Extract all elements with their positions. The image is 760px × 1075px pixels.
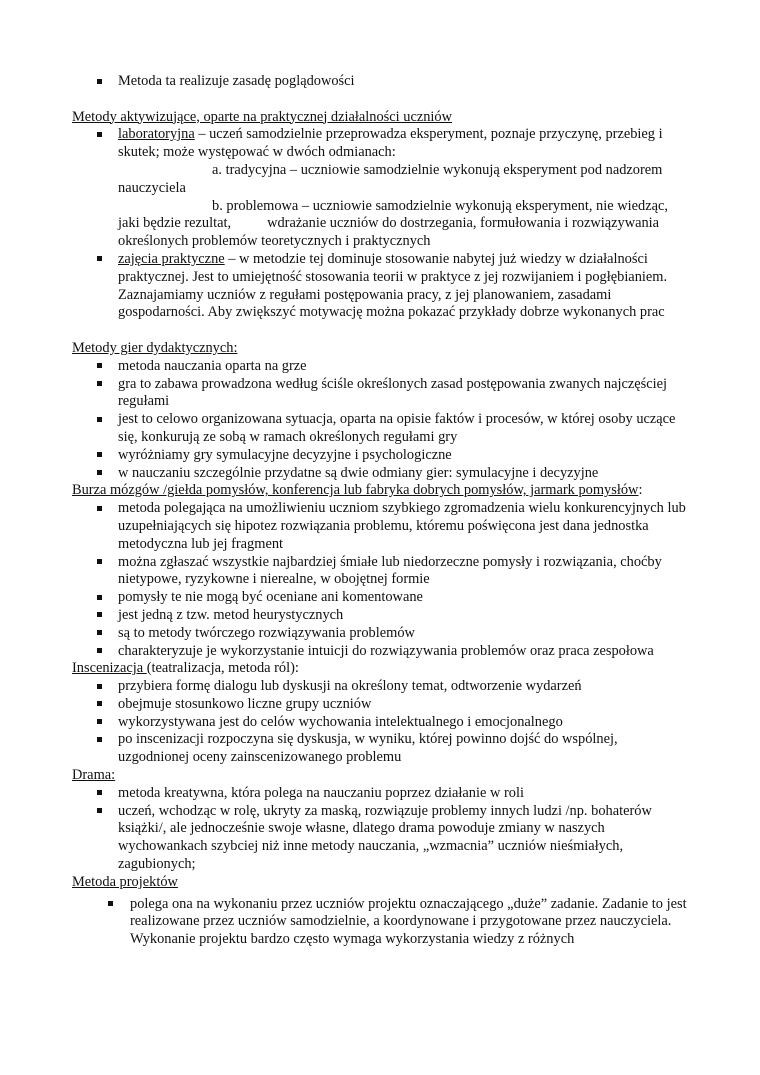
burza-list — [72, 500, 692, 660]
bullet-icon — [108, 901, 113, 906]
list-item — [72, 376, 692, 412]
bullet-icon — [97, 684, 102, 689]
item-text: są to metody twórczego rozwiązywania problemów — [118, 624, 415, 641]
list-item — [72, 447, 692, 465]
list-item — [72, 714, 692, 732]
list-item — [72, 731, 692, 767]
bullet-icon — [97, 452, 102, 457]
list-item — [72, 500, 692, 553]
bullet-icon — [97, 790, 102, 795]
bullet-icon — [97, 470, 102, 475]
bullet-icon — [97, 363, 102, 368]
item-text: charakteryzuje je wykorzystanie intuicji do rozwiązywania problemów oraz praca zespołowa — [118, 642, 654, 659]
list-item — [72, 589, 692, 607]
list-item — [72, 696, 692, 714]
list-item — [72, 465, 692, 483]
section-heading-aktywizujace: Metody aktywizujące, oparte na praktycznej działalności uczniów — [72, 108, 452, 125]
bullet-icon — [97, 381, 102, 386]
list-item — [72, 896, 692, 949]
section-heading-gry: Metody gier dydaktycznych: — [72, 339, 238, 356]
list-item — [72, 411, 692, 447]
list-item — [72, 126, 692, 251]
list-item — [72, 625, 692, 643]
term-zajecia-praktyczne: zajęcia praktyczne — [118, 250, 225, 267]
item-text: gra to zabawa prowadzona według ściśle określonych zasad postępowania zwanych najczęściej regułami — [118, 375, 668, 410]
inscenizacja-heading-suffix: (teatralizacja, metoda ról): — [146, 660, 299, 677]
burza-heading-text: Burza mózgów /giełda pomysłów, konferencja lub fabryka dobrych pomysłów, jarmark pomysłów — [72, 482, 639, 499]
item-text: jest to celowo organizowana sytuacja, oparta na opisie faktów i procesów, w której osoby uczące się, konkurują ze sobą w ramach określonych regułami gry — [118, 411, 676, 445]
list-item — [72, 643, 692, 661]
section-heading-burza — [72, 482, 692, 500]
item-text: uczeń, wchodząc w rolę, ukryty za maską, rozwiązuje problemy innych ludzi /np. bohaterów książki/, ale jednocześnie swoje własne, dlatego drama powoduje zmiany w naszych wychowankach szybciej niż inne metody nauczania, „wzmacnia” uczniów nieśmiałych, zagubionych; — [118, 802, 652, 873]
sub-item-b — [118, 198, 692, 251]
sub-item-b-text: b. problemowa – uczniowie samodzielnie wykonują eksperyment, nie wiedząc, jaki będzie rezultat, — [118, 197, 668, 232]
item-text: metoda polegająca na umożliwieniu uczniom szybkiego zgromadzenia wielu konkurencyjnych lub uzupełniających się hipotez rozwiązania problemu, któremu poświęcona jest dana jednostka metodyczna lub jej fragment — [118, 500, 686, 552]
item-text: obejmuje stosunkowo liczne grupy uczniów — [118, 695, 372, 712]
item-text: metoda kreatywna, która polega na nauczaniu poprzez działanie w roli — [118, 784, 524, 801]
term-laboratoryjna: laboratoryjna — [118, 126, 195, 143]
bullet-icon — [97, 808, 102, 813]
item-text: Metoda ta realizuje zasadę poglądowości — [118, 73, 355, 89]
bullet-icon — [97, 595, 102, 600]
bullet-icon — [97, 417, 102, 422]
bullet-icon — [97, 648, 102, 653]
item-text: po inscenizacji rozpoczyna się dyskusja, w wyniku, której powinno dojść do wspólnej, uzgodnionej oceny zainscenizowanego problemu — [118, 731, 618, 766]
list-item — [72, 251, 692, 322]
gry-list — [72, 358, 692, 483]
inscenizacja-heading-text: Inscenizacja — [72, 660, 147, 677]
item-text: pomysły te nie mogą być oceniane ani komentowane — [118, 589, 423, 606]
projekty-list — [72, 896, 692, 949]
document-page — [72, 73, 692, 949]
item-text: w nauczaniu szczególnie przydatne są dwie odmiany gier: symulacyjne i decyzyjne — [118, 464, 599, 481]
inscenizacja-list — [72, 678, 692, 767]
item-text: można zgłaszać wszystkie najbardziej śmiałe lub niedorzeczne pomysły i rozwiązania, choćby nietypowe, ryzykowne i nierealne, w obojętnej formie — [118, 553, 662, 588]
list-item — [72, 785, 692, 803]
item-text: wyróżniamy gry symulacyjne decyzyjne i psychologiczne — [118, 446, 452, 463]
bullet-icon — [97, 256, 102, 261]
aktywizujace-list — [72, 126, 692, 322]
bullet-icon — [97, 630, 102, 635]
bullet-icon — [97, 132, 102, 137]
list-item — [72, 803, 692, 874]
bullet-icon — [97, 79, 102, 84]
item-text: – w metodzie tej dominuje stosowanie nabytej już wiedzy w działalności praktycznej. Jest to umiejętność stosowania teorii w praktyce z jej rozwijaniem i pogłębianiem. Zaznajamiamy uczniów z regułami postępowania pracy, z jej planowaniem, zasadami gospodarności. Aby zwiększyć motywację można pokazać przykłady dobrze wykonanych prac — [118, 250, 668, 321]
intro-list — [72, 73, 692, 91]
bullet-icon — [97, 559, 102, 564]
drama-list — [72, 785, 692, 874]
list-item — [72, 607, 692, 625]
list-item — [72, 554, 692, 590]
sub-item-b-cont: wdrażanie uczniów do dostrzegania, formułowania i rozwiązywania określonych problemów teoretycznych i praktycznych — [118, 215, 660, 250]
bullet-icon — [97, 506, 102, 511]
bullet-icon — [97, 719, 102, 724]
list-item — [72, 73, 692, 91]
list-item — [72, 358, 692, 376]
item-text: – uczeń samodzielnie przeprowadza eksperyment, poznaje przyczynę, przebieg i skutek; może występować w dwóch odmianach: — [118, 126, 663, 161]
item-text: przybiera formę dialogu lub dyskusji na określony temat, odtworzenie wydarzeń — [118, 678, 582, 695]
item-text: polega ona na wykonaniu przez uczniów projektu oznaczającego „duże” zadanie. Zadanie to jest realizowane przez uczniów samodzielnie, a koordynowane i przygotowane przez nauczyciela. Wykonanie projektu bardzo często wymaga wykorzystania wiedzy z różnych — [130, 895, 687, 948]
sub-item-a: a. tradycyjna – uczniowie samodzielnie wykonują eksperyment pod nadzorem nauczyciela — [118, 161, 663, 196]
bullet-icon — [97, 701, 102, 706]
item-text: wykorzystywana jest do celów wychowania intelektualnego i emocjonalnego — [118, 713, 563, 730]
list-item — [72, 678, 692, 696]
section-heading-drama: Drama: — [72, 767, 116, 784]
bullet-icon — [97, 612, 102, 617]
item-text: metoda nauczania oparta na grze — [118, 357, 307, 374]
section-heading-inscenizacja — [72, 660, 692, 678]
section-heading-projekty: Metoda projektów — [72, 873, 178, 890]
bullet-icon — [97, 737, 102, 742]
burza-heading-suffix: : — [638, 482, 643, 499]
item-text: jest jedną z tzw. metod heurystycznych — [118, 606, 344, 623]
